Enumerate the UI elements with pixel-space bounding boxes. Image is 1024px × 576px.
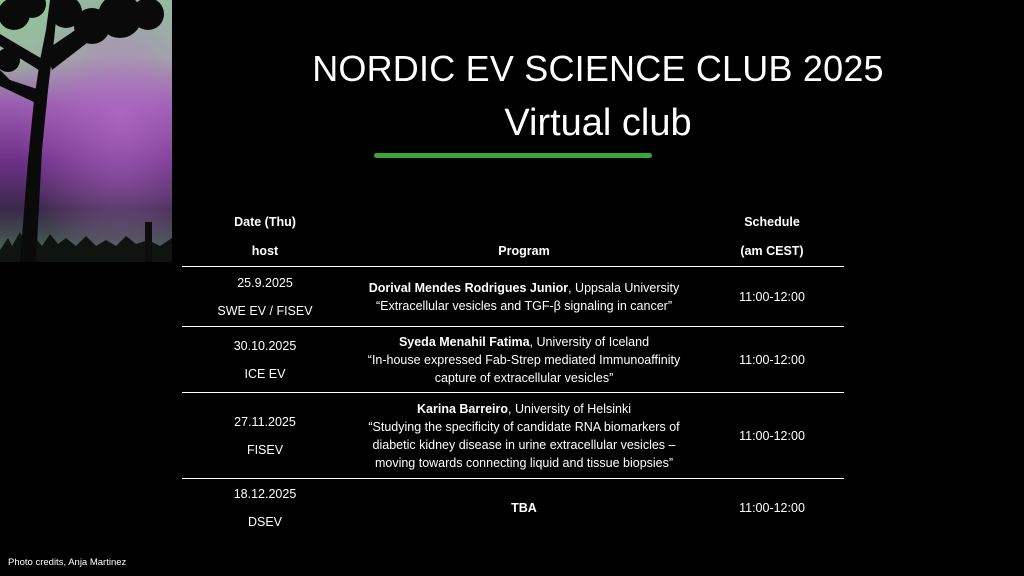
table-row [182,479,844,537]
row-talk-line: diabetic kidney disease in urine extracellular vesicles – [372,437,676,452]
row-time: 11:00-12:00 [700,267,844,327]
row-host: ICE EV [244,366,286,381]
row-host: FISEV [246,442,284,457]
title-line-2: Virtual club [504,102,692,144]
header-schedule: Schedule [744,215,800,229]
row-affiliation: , University of Helsinki [508,401,631,416]
row-talk-line: “Studying the specificity of candidate RNA biomarkers of [368,419,680,434]
row-affiliation: , University of Iceland [529,334,650,349]
row-speaker: Karina Barreiro [417,401,509,416]
row-date: 27.11.2025 [234,414,296,429]
row-time: 11:00-12:00 [700,327,844,393]
header-schedule-tz: (am CEST) [700,236,844,267]
table-row [182,393,844,479]
row-host: SWE EV / FISEV [217,303,313,318]
row-date: 18.12.2025 [233,486,297,501]
table-row [182,327,844,393]
row-talk-line: moving towards connecting liquid and tissue biopsies” [374,455,674,470]
header-program: Program [348,236,700,267]
row-talk-line: “Extracellular vesicles and TGF-β signaling in cancer” [376,298,672,313]
header-date: Date (Thu) [234,215,296,229]
aurora-photo [0,0,172,262]
header-host: host [182,236,348,267]
row-date: 30.10.2025 [233,338,297,353]
table-row [182,267,844,327]
schedule-table [182,208,844,537]
title-underline [374,153,652,158]
row-date: 25.9.2025 [237,275,293,290]
row-time: 11:00-12:00 [700,393,844,479]
row-host: DSEV [247,514,283,529]
row-speaker: Dorival Mendes Rodrigues Junior [368,280,569,295]
row-talk-line: capture of extracellular vesicles” [434,370,614,385]
row-talk-line: “In-house expressed Fab-Strep mediated Immunoaffinity [367,352,681,367]
photo-credits: Photo credits, Anja Martinez [8,557,127,568]
row-speaker: TBA [511,500,537,515]
row-speaker: Syeda Menahil Fatima [398,334,530,349]
row-time: 11:00-12:00 [739,500,805,515]
row-affiliation: , Uppsala University [568,280,680,295]
page-title [172,46,1024,148]
title-line-1: NORDIC EV SCIENCE CLUB 2025 [312,48,884,89]
